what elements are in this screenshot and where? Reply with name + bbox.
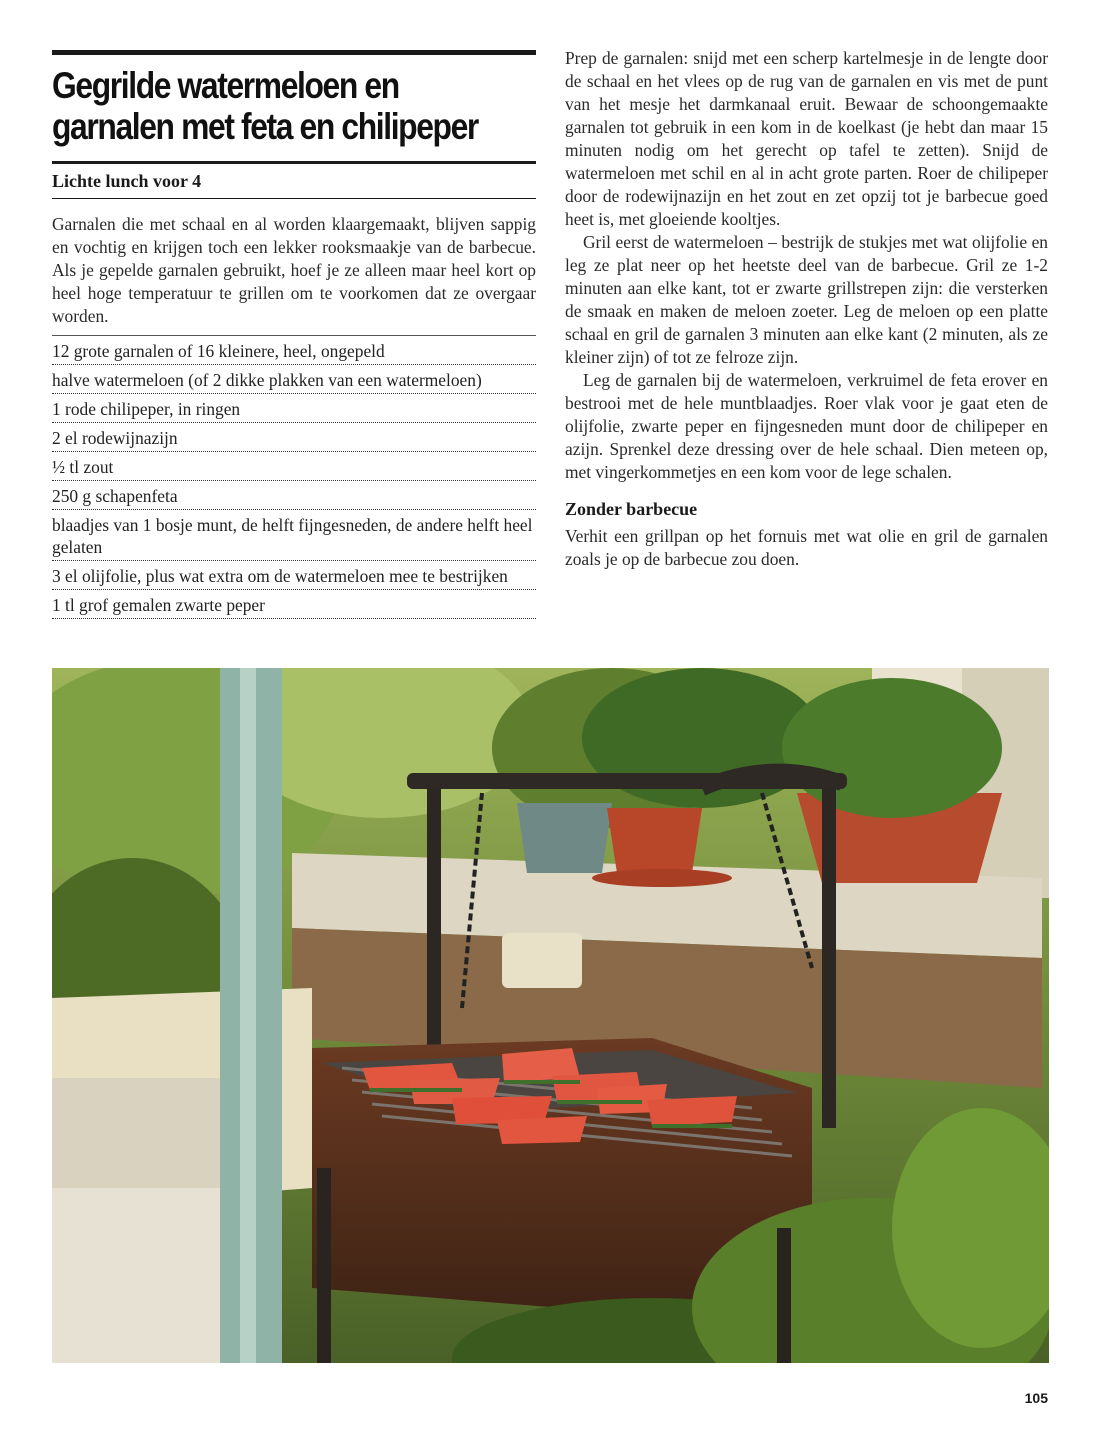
method-step-2: Gril eerst de watermeloen – bestrijk de stukjes met wat olijfolie en leg ze plat neer op het heetste deel van de barbecue. Gril ze 1-2 minuten aan elke kant, tot er zwarte grillstrepen zijn: die versterken de smaak en maken de meloen zoeter. Leg de meloen op een platte schaal en gril de garnalen 3 minuten aan elke kant (2 minuten, als ze kleiner zijn) of tot ze felroze zijn. [565, 232, 1048, 367]
recipe-title [52, 65, 535, 147]
ingredient-item: 250 g schapenfeta [52, 481, 536, 510]
recipe-subtitle: Lichte lunch voor 4 [52, 164, 536, 199]
method-column [565, 47, 1048, 571]
alt-method-text: Verhit een grillpan op het fornuis met wat olie en gril de garnalen zoals je op de barbecue zou doen. [565, 526, 1048, 569]
ingredient-item: 2 el rodewijnazijn [52, 423, 536, 452]
method-step-3: Leg de garnalen bij de watermeloen, verkruimel de feta erover en bestrooi met de hele muntblaadjes. Roer vlak voor je gaat eten de olijfolie, zwarte peper en fijngesneden munt door de chilipeper en azijn. Sprenkel deze dressing over de hele schaal. Dien meteen op, met vingerkommetjes en een kom voor de lege schalen. [565, 370, 1048, 482]
barbecue-photo-illustration [52, 668, 1049, 1363]
barbecue-photo [52, 668, 1049, 1363]
recipe-title-line-2: garnalen met feta en chilipeper [52, 106, 478, 147]
ingredient-item: blaadjes van 1 bosje munt, de helft fijngesneden, de andere helft heel gelaten [52, 510, 536, 561]
method-step-1: Prep de garnalen: snijd met een scherp kartelmesje in de lengte door de schaal en het vlees op de rug van de garnalen en vis met de punt van het mesje het darmkanaal eruit. Bewaar de schoongemaakte garnalen tot gebruik in een kom in de koelkast (je hebt dan maar 15 minuten nodig om het gerecht op tafel te zetten). Snijd de watermeloen met schil en al in acht grote parten. Roer de chilipeper door de rodewijnazijn en het zout en zet opzij tot je barbecue goed heet is, met gloeiende kooltjes. [565, 48, 1048, 229]
page-number: 105 [1024, 1390, 1048, 1406]
ingredient-item: 12 grote garnalen of 16 kleinere, heel, ongepeld [52, 336, 536, 365]
ingredients-column [52, 50, 536, 619]
title-top-rule [52, 50, 536, 55]
recipe-title-line-1: Gegrilde watermeloen en [52, 65, 399, 106]
ingredient-list [52, 335, 536, 619]
ingredient-item: halve watermeloen (of 2 dikke plakken van een watermeloen) [52, 365, 536, 394]
recipe-intro: Garnalen die met schaal en al worden klaargemaakt, blijven sappig en vochtig en krijgen toch een lekker rooksmaakje van de barbecue. Als je gepelde garnalen gebruikt, hoef je ze alleen maar heel kort op heel hoge temperatuur te grillen om te voorkomen dat ze overgaar worden. [52, 214, 536, 326]
ingredient-item: ½ tl zout [52, 452, 536, 481]
ingredient-item: 3 el olijfolie, plus wat extra om de watermeloen mee te bestrijken [52, 561, 536, 590]
alt-method-heading: Zonder barbecue [565, 499, 698, 519]
ingredient-item: 1 tl grof gemalen zwarte peper [52, 590, 536, 619]
ingredient-item: 1 rode chilipeper, in ringen [52, 394, 536, 423]
